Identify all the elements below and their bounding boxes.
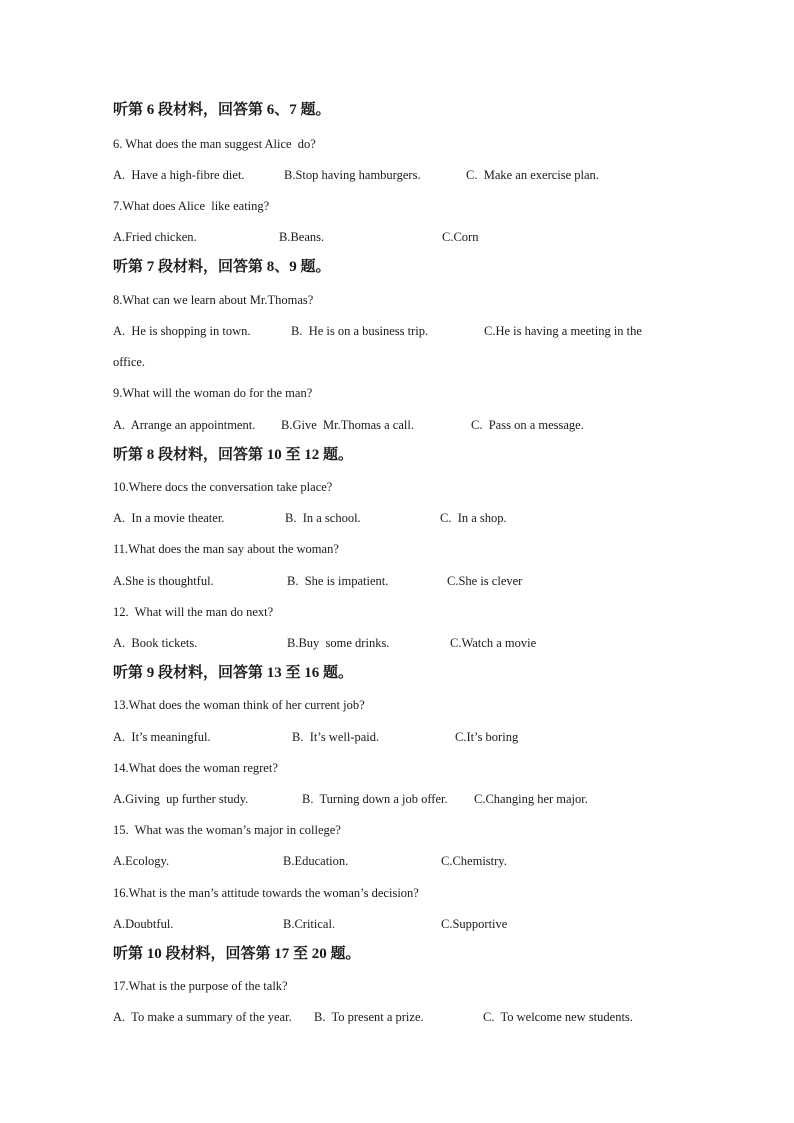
- question-15: 15. What was the woman’s major in college?: [113, 823, 341, 837]
- option-a: A. Arrange an appointment.: [113, 418, 256, 432]
- question-16: 16.What is the man’s attitude towards the woman’s decision?: [113, 886, 419, 900]
- options-14: [0, 791, 794, 807]
- option-c: C.It’s boring: [455, 730, 519, 744]
- question-13: 13.What does the woman think of her current job?: [113, 698, 365, 712]
- option-c: C.Supportive: [441, 917, 508, 931]
- question-7: 7.What does Alice like eating?: [113, 199, 270, 213]
- options-16: [0, 916, 794, 932]
- section-header: 听第 7 段材料，回答第 8、9 题。: [113, 259, 331, 275]
- option-a: A.Giving up further study.: [113, 792, 249, 806]
- options-17: [0, 1009, 794, 1025]
- option-a: A.Ecology.: [113, 854, 170, 868]
- option-a: A. In a movie theater.: [113, 511, 225, 525]
- option-b: B. It’s well-paid.: [292, 730, 380, 744]
- option-a: A.Doubtful.: [113, 917, 174, 931]
- option-a: A.Fried chicken.: [113, 230, 197, 244]
- question-17: 17.What is the purpose of the talk?: [113, 979, 288, 993]
- option-a: A.She is thoughtful.: [113, 574, 214, 588]
- option-b: B. He is on a business trip.: [291, 324, 429, 338]
- options-8: [0, 323, 794, 339]
- question-14: 14.What does the woman regret?: [113, 761, 278, 775]
- question-6: 6. What does the man suggest Alice do?: [113, 137, 316, 151]
- section-header: 听第 8 段材料，回答第 10 至 12 题。: [113, 447, 354, 463]
- option-a: A. He is shopping in town.: [113, 324, 251, 338]
- option-c: C.Changing her major.: [474, 792, 588, 806]
- option-c: C. To welcome new students.: [483, 1010, 633, 1024]
- question-11: 11.What does the man say about the woman?: [113, 542, 339, 556]
- option-c-continued: office.: [113, 355, 146, 369]
- options-11: [0, 573, 794, 589]
- option-c: C.Chemistry.: [441, 854, 507, 868]
- option-b: B. Turning down a job offer.: [302, 792, 448, 806]
- options-7: [0, 229, 794, 245]
- option-c: C.Watch a movie: [450, 636, 537, 650]
- section-header: 听第 10 段材料，回答第 17 至 20 题。: [113, 946, 361, 962]
- option-a: A. To make a summary of the year.: [113, 1010, 292, 1024]
- option-c: C.She is clever: [447, 574, 523, 588]
- section-header: 听第 9 段材料，回答第 13 至 16 题。: [113, 665, 354, 681]
- question-10: 10.Where docs the conversation take place?: [113, 480, 333, 494]
- option-b: B. To present a prize.: [314, 1010, 424, 1024]
- options-10: [0, 510, 794, 526]
- section-header: 听第 6 段材料，回答第 6、7 题。: [113, 102, 331, 118]
- option-b: B.Buy some drinks.: [287, 636, 390, 650]
- question-8: 8.What can we learn about Mr.Thomas?: [113, 293, 314, 307]
- option-a: A. Have a high-fibre diet.: [113, 168, 245, 182]
- option-c: C.Corn: [442, 230, 479, 244]
- option-b: B.Education.: [283, 854, 349, 868]
- option-b: B.Give Mr.Thomas a call.: [281, 418, 414, 432]
- option-b: B.Beans.: [279, 230, 325, 244]
- options-12: [0, 635, 794, 651]
- option-a: A. It’s meaningful.: [113, 730, 211, 744]
- option-b: B. In a school.: [285, 511, 361, 525]
- question-12: 12. What will the man do next?: [113, 605, 274, 619]
- option-c: C. Pass on a message.: [471, 418, 584, 432]
- options-9: [0, 417, 794, 433]
- options-6: [0, 167, 794, 183]
- option-b: B.Critical.: [283, 917, 336, 931]
- option-c: C. In a shop.: [440, 511, 507, 525]
- option-c: C. Make an exercise plan.: [466, 168, 599, 182]
- options-13: [0, 729, 794, 745]
- question-9: 9.What will the woman do for the man?: [113, 386, 313, 400]
- option-c: C.He is having a meeting in the: [484, 324, 642, 338]
- options-15: [0, 853, 794, 869]
- option-b: B. She is impatient.: [287, 574, 389, 588]
- option-a: A. Book tickets.: [113, 636, 198, 650]
- option-b: B.Stop having hamburgers.: [284, 168, 421, 182]
